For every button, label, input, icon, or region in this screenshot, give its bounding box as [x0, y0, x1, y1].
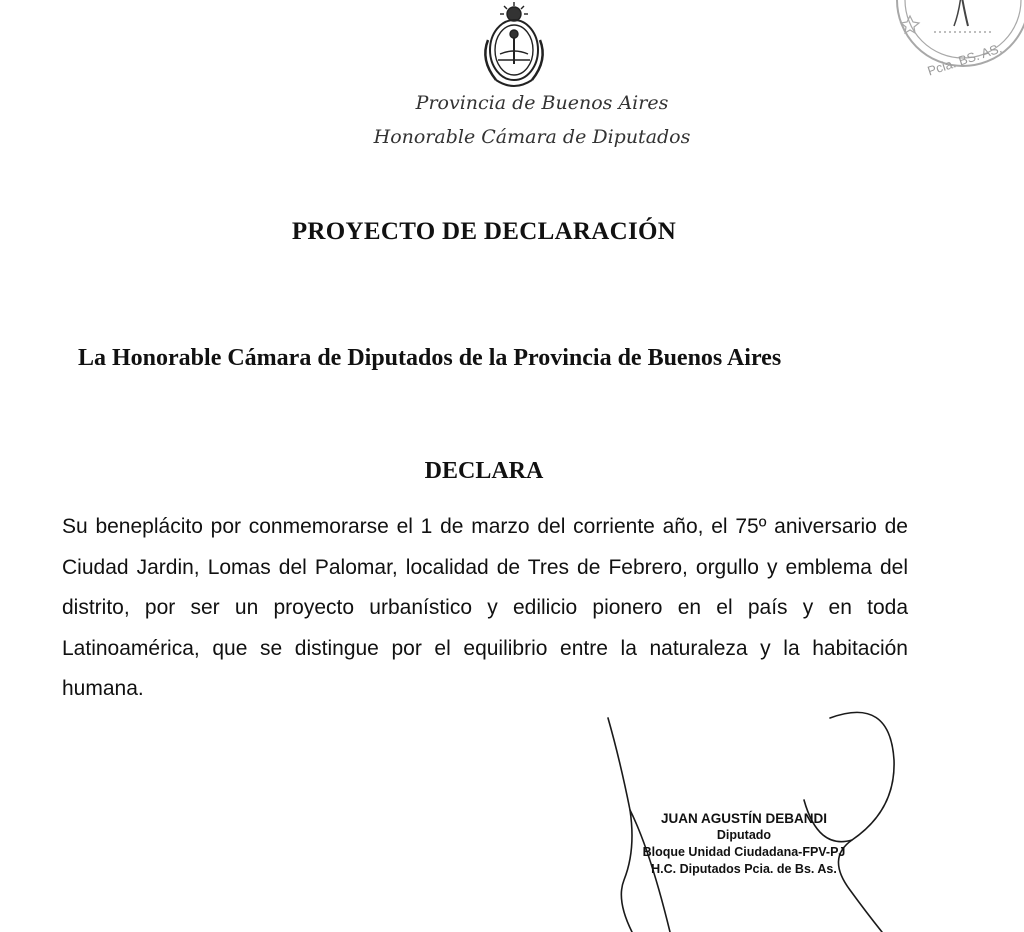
signer-name: JUAN AGUSTÍN DEBANDI — [660, 811, 827, 826]
signer-role: Diputado — [716, 828, 772, 842]
header-province: Provincia de Buenos Aires — [415, 92, 669, 114]
declaration-body: Su beneplácito por conmemorarse el 1 de marzo del corriente año, el 75º aniversario de Ciudad Jardin, Lomas del Palomar, localidad de Tres de Febrero, orgullo y emblema del distrito, por ser un proyecto urbanístico y edilicio pionero en el país y en toda Latinoamérica, que se distingue por el equilibrio entre la naturaleza y la habitación humana. — [62, 515, 908, 700]
signature-block — [628, 810, 860, 878]
declara-heading: DECLARA — [424, 458, 544, 484]
signer-bloc: Bloque Unidad Ciudadana-FPV-PJ — [642, 845, 846, 859]
header-chamber: Honorable Cámara de Diputados — [373, 126, 691, 148]
official-seal-stamp — [888, 0, 1024, 86]
chamber-heading: La Honorable Cámara de Diputados de la Provincia de Buenos Aires — [78, 345, 782, 371]
coat-of-arms-emblem — [470, 0, 558, 92]
signer-chamber: H.C. Diputados Pcia. de Bs. As. — [651, 862, 837, 876]
document-title: PROYECTO DE DECLARACIÓN — [291, 218, 677, 245]
seal-text: Pcia. BS. AS. — [925, 40, 1004, 79]
